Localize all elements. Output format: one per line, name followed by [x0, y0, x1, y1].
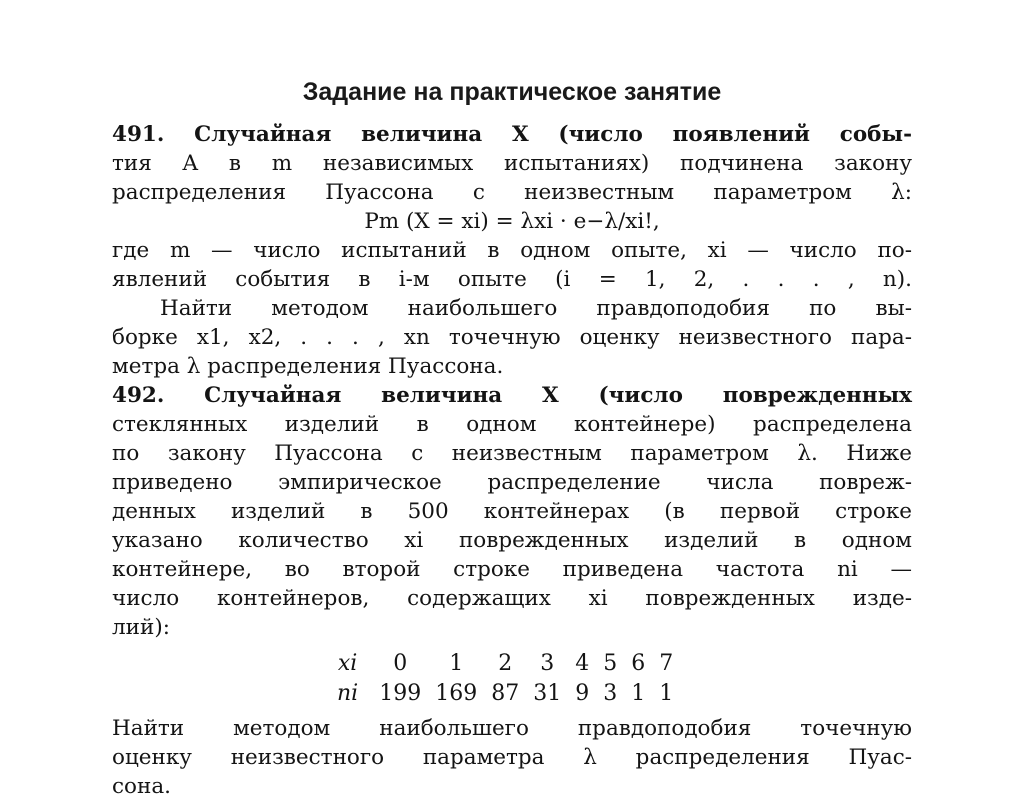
- table-cell: 4: [575, 650, 590, 676]
- task-492-line-1: Найти методом наибольшего правдоподобия точечную: [112, 716, 912, 741]
- task-492-line-3: сона.: [112, 774, 171, 799]
- table-cell: 31: [533, 680, 562, 706]
- table-cell: 169: [435, 680, 478, 706]
- slide-title: Задание на практическое занятие: [302, 78, 722, 106]
- poisson-formula: Pm (X = xi) = λxi · e−λ/xi!,: [364, 209, 660, 234]
- table-cell: 3: [540, 650, 555, 676]
- table-cell: 5: [603, 650, 618, 676]
- table-cell: 6: [631, 650, 646, 676]
- problem-492-line-4: приведено эмпирическое распределение числа повреж-: [112, 470, 912, 495]
- table-row-ni: [330, 678, 680, 708]
- problem-491-line-3: распределения Пуассона с неизвестным параметром λ:: [112, 180, 912, 205]
- textbook-scan: [112, 120, 912, 801]
- table-cell: 1: [659, 680, 674, 706]
- task-492-line-2: оценку неизвестного параметра λ распределения Пуас-: [112, 745, 912, 770]
- distribution-table: [330, 648, 680, 708]
- problem-491-line-9: метра λ распределения Пуассона.: [112, 354, 504, 379]
- table-cell: 87: [491, 680, 520, 706]
- problem-491-line-5: где m — число испытаний в одном опыте, xi — число по-: [112, 238, 912, 263]
- table-cell: 7: [659, 650, 674, 676]
- problem-492-line-9: лий):: [112, 615, 170, 640]
- problem-492-line-5: денных изделий в 500 контейнерах (в первой строке: [112, 499, 912, 524]
- problem-492-line-3: по закону Пуассона с неизвестным параметром λ. Ниже: [112, 441, 912, 466]
- problem-492-line-2: стеклянных изделий в одном контейнере) распределена: [112, 412, 912, 437]
- table-cell: 199: [379, 680, 422, 706]
- table-row-xi: [330, 648, 680, 678]
- table-cell: 9: [575, 680, 590, 706]
- table-cell: 0: [393, 650, 408, 676]
- problem-491-line-7: Найти методом наибольшего правдоподобия по вы-: [160, 296, 912, 321]
- problem-491-line-6: явлений события в i-м опыте (i = 1, 2, . . . , n).: [112, 267, 912, 292]
- table-cell: 3: [603, 680, 618, 706]
- problem-491-line-1: 491. Случайная величина X (число появлений собы-: [112, 122, 912, 147]
- problem-492-line-1: 492. Случайная величина X (число поврежденных: [112, 383, 912, 408]
- table-cell: 1: [631, 680, 646, 706]
- row-header-ni: ni: [337, 680, 359, 706]
- table-cell: 2: [498, 650, 513, 676]
- problem-491-line-8: борке x1, x2, . . . , xn точечную оценку неизвестного пара-: [112, 325, 912, 350]
- problem-491-line-2: тия A в m независимых испытаниях) подчинена закону: [112, 151, 912, 176]
- problem-492-line-7: контейнере, во второй строке приведена частота ni —: [112, 557, 912, 582]
- table-cell: 1: [449, 650, 464, 676]
- problem-492-line-8: число контейнеров, содержащих xi поврежденных изде-: [112, 586, 912, 611]
- row-header-xi: xi: [337, 650, 358, 676]
- problem-492-line-6: указано количество xi поврежденных изделий в одном: [112, 528, 912, 553]
